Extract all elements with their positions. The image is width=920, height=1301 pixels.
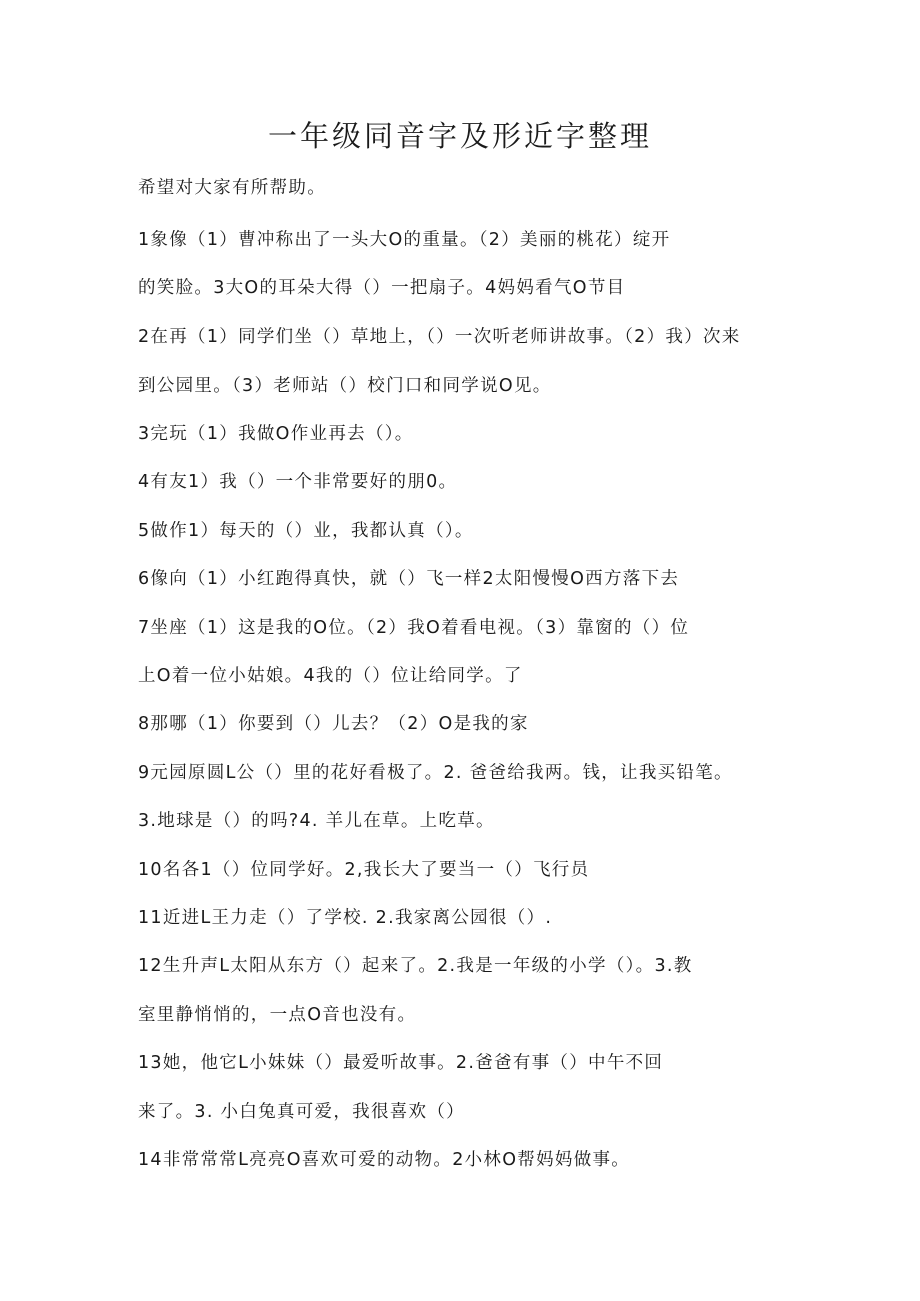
item-line-12b: 室里静悄悄的，一点O音也没有。 [138, 1005, 417, 1025]
item-line-13a: 13她，他它L小妹妹（）最爱听故事。2.爸爸有事（）中午不回 [138, 1053, 664, 1073]
item-line-2b: 到公园里。（3）老师站（）校门口和同学说O见。 [138, 376, 552, 396]
item-line-13b: 来了。3. 小白兔真可爱，我很喜欢（） [138, 1102, 465, 1122]
item-line-9a: 9元园原圆L公（）里的花好看极了。2. 爸爸给我两。钱，让我买铅笔。 [138, 763, 733, 783]
item-line-1b: 的笑脸。3大O的耳朵大得（）一把扇子。4妈妈看气O节目 [138, 278, 626, 298]
intro-line: 希望对大家有所帮助。 [138, 178, 326, 198]
item-line-6: 6像向（1）小红跑得真快，就（）飞一样2太阳慢慢O西方落下去 [138, 569, 680, 589]
item-line-1a: 1象像（1）曹冲称出了一头大O的重量。（2）美丽的桃花）绽开 [138, 230, 671, 250]
item-line-8: 8那哪（1）你要到（）儿去？（2）O是我的家 [138, 714, 529, 734]
item-line-7b: 上O着一位小姑娘。4我的（）位让给同学。了 [138, 666, 523, 686]
item-line-12a: 12生升声L太阳从东方（）起来了。2.我是一年级的小学（）。3.教 [138, 956, 693, 976]
item-line-9b: 3.地球是（）的吗?4. 羊儿在草。上吃草。 [138, 811, 495, 831]
item-line-3: 3完玩（1）我做O作业再去（）。 [138, 424, 414, 444]
item-line-2a: 2在再（1）同学们坐（）草地上，（）一次听老师讲故事。（2）我）次来 [138, 327, 741, 347]
page-title: 一年级同音字及形近字整理 [267, 119, 652, 153]
item-line-5: 5做作1）每天的（）业，我都认真（）。 [138, 521, 474, 541]
item-line-4: 4有友1）我（）一个非常要好的朋0。 [138, 472, 458, 492]
item-line-11: 11近进L王力走（）了学校. 2.我家离公园很（）. [138, 908, 553, 928]
item-line-7a: 7坐座（1）这是我的O位。（2）我O着看电视。（3）靠窗的（）位 [138, 618, 690, 638]
item-line-10: 10名各1（）位同学好。2,我长大了要当一（）飞行员 [138, 860, 590, 880]
item-line-14: 14非常常常L亮亮O喜欢可爱的动物。2小林O帮妈妈做事。 [138, 1150, 631, 1170]
